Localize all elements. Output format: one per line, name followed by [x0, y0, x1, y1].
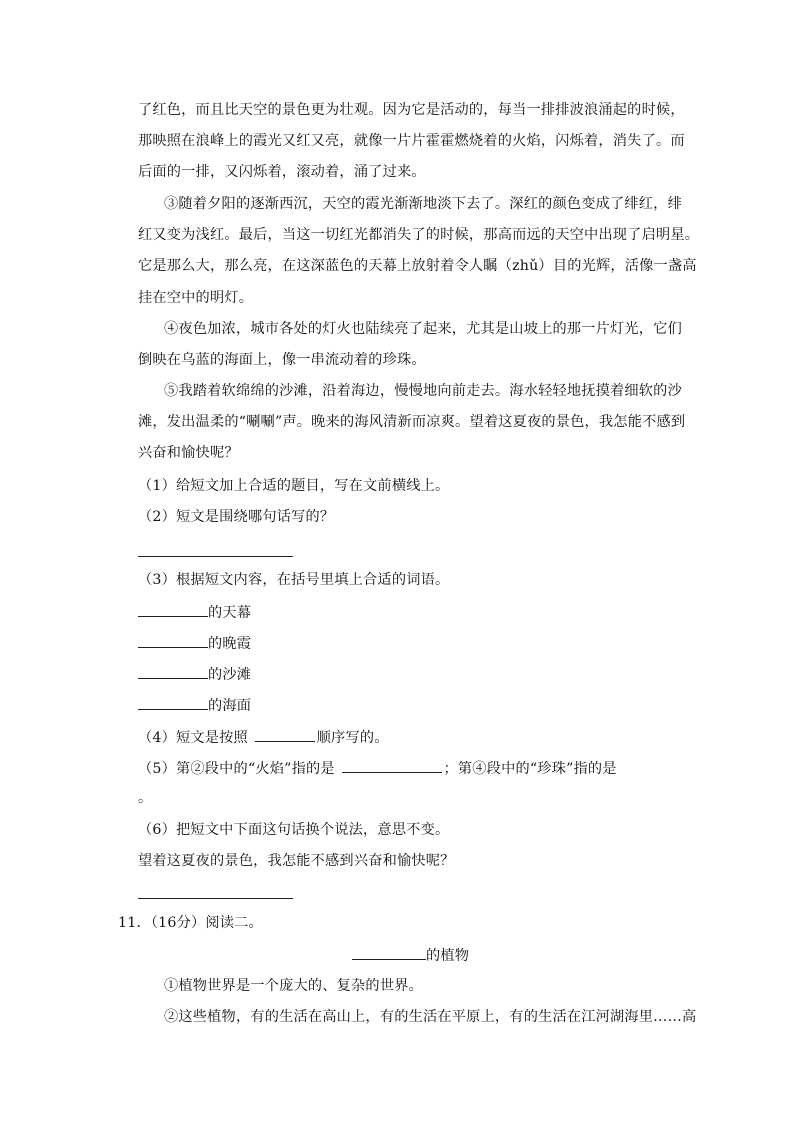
q4-prefix: （4）短文是按照 — [138, 730, 248, 746]
paragraph-4-line: ④夜色加浓，城市各处的灯火也陆续亮了起来，尤其是山坡上的那一片灯光，它们 — [164, 321, 682, 337]
q3-item-label: 的天幕 — [208, 605, 252, 621]
answer-line-q2[interactable] — [138, 556, 293, 557]
answer-line-q6[interactable] — [138, 898, 293, 899]
paragraph-5-line: 兴奋和愉快呢？ — [138, 445, 239, 461]
question-11-header: 11．（16分）阅读二。 — [118, 915, 263, 931]
q3-item — [138, 632, 678, 652]
fill-blank[interactable] — [138, 663, 208, 679]
fill-blank[interactable] — [138, 601, 208, 617]
q3-item-label: 的晚霞 — [208, 636, 252, 652]
fill-blank[interactable] — [138, 694, 208, 710]
fill-blank[interactable] — [342, 757, 442, 773]
passage-2-paragraph-1: ①植物世界是一个庞大的、复杂的世界。 — [164, 978, 423, 994]
fill-blank[interactable] — [255, 726, 315, 742]
title-suffix: 的植物 — [426, 948, 470, 964]
q3-item-label: 的海面 — [208, 698, 252, 714]
paragraph-3-line: 它是那么大，那么亮，在这深蓝色的天幕上放射着令人瞩（zhǔ）目的光辉，活像一盏高 — [138, 258, 697, 274]
question-1: （1）给短文加上合适的题目，写在文前横线上。 — [138, 478, 450, 494]
passage-line: 那映照在浪峰上的霞光又红又亮，就像一片片霍霍燃烧着的火焰，闪烁着，消失了。而 — [138, 133, 685, 149]
passage-line: 后面的一排，又闪烁着，滚动着，涌了过来。 — [138, 164, 426, 180]
paragraph-5-line: 滩，发出温柔的“唰唰”声。晚来的海风清新而凉爽。望着这夏夜的景色，我怎能不感到 — [138, 414, 686, 430]
paragraph-3-line: 挂在空中的明灯。 — [138, 290, 254, 306]
q5-prefix: （5）第②段中的“火焰”指的是 — [138, 761, 335, 777]
q3-item — [138, 601, 678, 621]
q3-item-label: 的沙滩 — [208, 667, 252, 683]
question-6: （6）把短文中下面这句话换个说法，意思不变。 — [138, 822, 450, 838]
fill-blank[interactable] — [138, 632, 208, 648]
question-2: （2）短文是围绕哪句话写的？ — [138, 509, 335, 525]
passage-2-title — [352, 944, 552, 964]
q3-item — [138, 663, 678, 683]
q4-suffix: 顺序写的。 — [316, 730, 389, 746]
q5-middle: ；第④段中的“珍珠”指的是 — [443, 761, 617, 777]
q3-item — [138, 694, 678, 714]
question-3: （3）根据短文内容，在括号里填上合适的词语。 — [138, 572, 450, 588]
title-blank[interactable] — [352, 944, 426, 960]
question-5-end: 。 — [138, 790, 153, 806]
question-4 — [138, 726, 678, 746]
passage-2-paragraph-2: ②这些植物，有的生活在高山上，有的生活在平原上，有的生活在江河湖海里……高 — [164, 1009, 697, 1025]
passage-line: 了红色，而且比天空的景色更为壮观。因为它是活动的，每当一排排波浪涌起的时候， — [138, 102, 685, 118]
paragraph-3-line: 红又变为浅红。最后，当这一切红光都消失了的时候，那高而远的天空中出现了启明星。 — [138, 227, 700, 243]
paragraph-4-line: 倒映在乌蓝的海面上，像一串流动着的珍珠。 — [138, 352, 426, 368]
q6-sentence: 望着这夏夜的景色，我怎能不感到兴奋和愉快呢？ — [138, 853, 455, 869]
paragraph-3-line: ③随着夕阳的逐渐西沉，天空的霞光渐渐地淡下去了。深红的颜色变成了绯红，绯 — [164, 196, 682, 212]
question-5 — [138, 757, 678, 777]
paragraph-5-line: ⑤我踏着软绵绵的沙滩，沿着海边，慢慢地向前走去。海水轻轻地抚摸着细软的沙 — [164, 383, 682, 399]
